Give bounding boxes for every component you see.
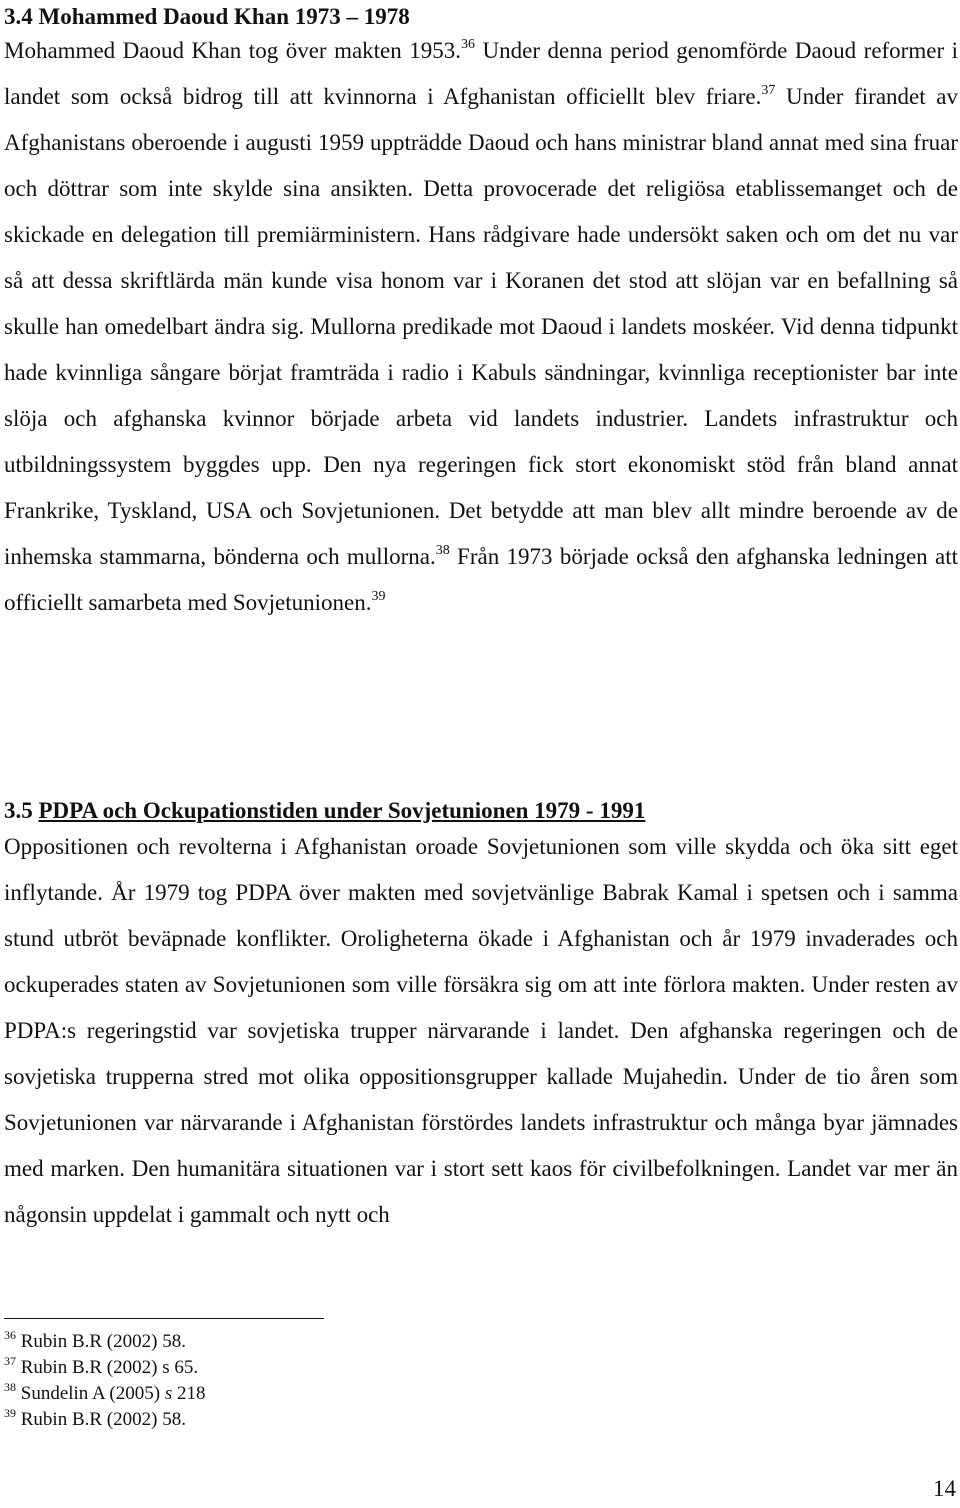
footnote-36: [4, 1329, 206, 1355]
footnote-38: [4, 1381, 206, 1407]
section-heading-3-4: 3.4 Mohammed Daoud Khan 1973 – 1978: [4, 4, 410, 29]
footnote-text: Rubin B.R (2002) s 65.: [20, 1357, 199, 1378]
footnote-ref-38[interactable]: 38: [435, 543, 450, 558]
paragraph-text: Från 1973 började också den afghanska ledningen att officiellt samarbeta med Sovjetunionen.: [4, 544, 958, 615]
footnote-text: Rubin B.R (2002) 58.: [20, 1331, 186, 1352]
footnote-number: 39: [4, 1406, 16, 1420]
heading-title: PDPA och Ockupationstiden under Sovjetunionen 1979 - 1991: [38, 798, 646, 823]
footnote-number: 37: [4, 1354, 16, 1368]
footnote-list: [4, 1329, 206, 1433]
footnote-number: 36: [4, 1328, 16, 1342]
paragraph-text: Mohammed Daoud Khan tog över makten 1953.: [4, 38, 462, 63]
section-heading-3-5: [4, 796, 645, 826]
footnote-37: [4, 1355, 206, 1381]
footnote-number: 38: [4, 1380, 16, 1394]
footnote-ref-37[interactable]: 37: [761, 83, 776, 98]
heading-number: 3.5: [4, 798, 39, 823]
footnote-divider: [4, 1318, 324, 1319]
footnote-text: 218: [172, 1383, 206, 1404]
paragraph-text: Under denna period genomförde Daoud reformer i landet som också bidrog till att kvinnorna i Afghanistan officiellt blev friare.: [4, 38, 958, 109]
footnote-text: Sundelin A (2005): [20, 1383, 165, 1404]
page-number: 14: [933, 1476, 956, 1501]
footnote-ref-36[interactable]: 36: [461, 37, 476, 52]
footnote-39: [4, 1407, 206, 1433]
footnote-text: Rubin B.R (2002) 58.: [20, 1409, 186, 1430]
section-3-4-body: [4, 28, 958, 626]
footnote-ref-39[interactable]: 39: [371, 589, 386, 604]
section-3-5-body: Oppositionen och revolterna i Afghanistan oroade Sovjetunionen som ville skydda och öka sitt eget inflytande. År 1979 tog PDPA över makten med sovjetvänlige Babrak Kamal i spetsen och i samma stund utbröt beväpnade konflikter. Oroligheterna ökade i Afghanistan och år 1979 invaderades och ockuperades staten av Sovjetunionen som ville försäkra sig om att inte förlora makten. Under resten av PDPA:s regeringstid var sovjetiska trupper närvarande i landet. Den afghanska regeringen och de sovjetiska trupperna stred mot olika oppositionsgrupper kallade Mujahedin. Under de tio åren som Sovjetunionen var närvarande i Afghanistan förstördes landets infrastruktur och många byar jämnades med marken. Den humanitära situationen var i stort sett kaos för civilbefolkningen. Landet var mer än någonsin uppdelat i gammalt och nytt och: [4, 834, 958, 1227]
footnote-text-italic: s: [164, 1383, 173, 1404]
paragraph-text: Under firandet av Afghanistans oberoende i augusti 1959 uppträdde Daoud och hans ministrar bland annat med sina fruar och döttrar som inte skylde sina ansikten. Detta provocerade det religiösa etablissemanget och de skickade en delegation till premiärministern. Hans rådgivare hade undersökt saken och om det nu var så att dessa skriftlärda män kunde visa honom var i Koranen det stod att slöjan var en befallning så skulle han omedelbart ändra sig. Mullorna predikade mot Daoud i landets moskéer. Vid denna tidpunkt hade kvinnliga sångare börjat framträda i radio i Kabuls sändningar, kvinnliga receptionister bar inte slöja och afghanska kvinnor började arbeta vid landets industrier. Landets infrastruktur och utbildningssystem byggdes upp. Den nya regeringen fick stort ekonomiskt stöd från bland annat Frankrike, Tyskland, USA och Sovjetunionen. Det betydde att man blev allt mindre beroende av de inhemska stammarna, bönderna och mullorna.: [4, 84, 958, 569]
